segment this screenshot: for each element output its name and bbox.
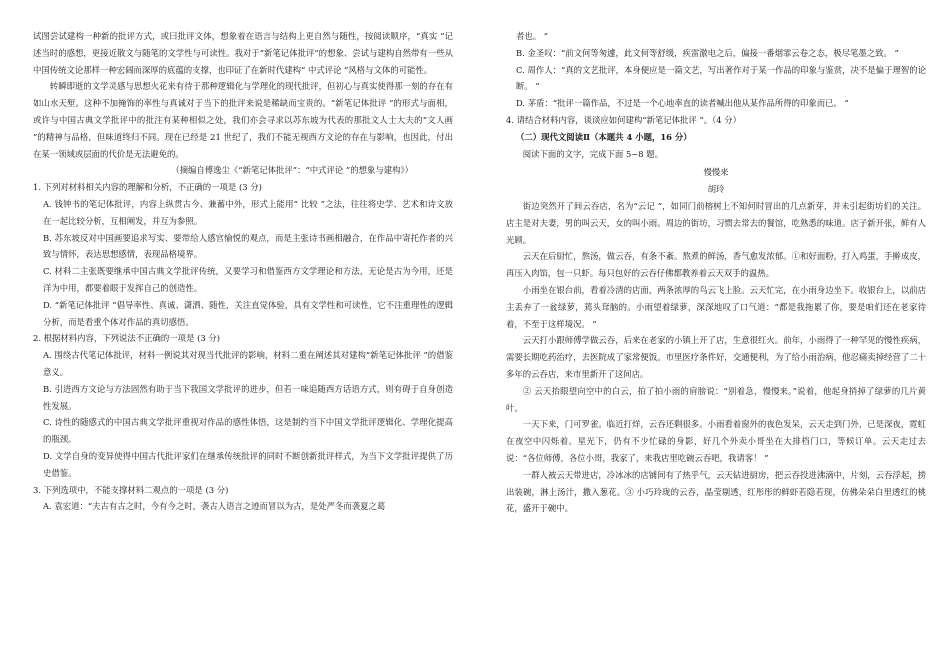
story-paragraph-6: 一天下来，门可罗雀。临近打烊，云吞还剩很多。小雨看着窗外的夜色发呆，云天走到门外，已是深夜，霓虹在夜空中闪烁着。星光下，仍有不少忙碌的身影，好几个外卖小哥坐在大排档门口，等候订单。云天走过去说：“各位师傅，各位小哥，我家了，来我店里吃碗云吞吧，我请客！ ” (506, 419, 926, 463)
question-4-stem: 4. 请结合材料内容，谈谈应如何建构“新笔记体批评 ”。（4 分） (506, 114, 742, 125)
question-1-option-b: B. 苏东坡反对中国画要追求写实、要带给人感官愉悦的观点，而是主张诗书画相融合，在作品中寄托作者的兴致与情怀，表达思想感情，表现品格境界。 (43, 232, 453, 260)
question-3-option-c: C. 周作人：“真的文艺批评，本身便应是一篇文艺，写出著作对于某一作品的印象与鉴赏，决不是偏于理智的论断。 ” (516, 64, 926, 92)
story-title: 慢慢来 (703, 167, 729, 178)
material-two-paragraph-1: 试图尝试建构一种新的批评方式，或曰批评文体，想象着在语言与结构上更自然与随性，按阅读顺序，“真实 ”记述当时的感想，更接近散文与随笔的文学性与可读性。我对于“新笔记体批评”的想象、尝试与建构自然带有一些从中国传统文论那样一种宏阔而深厚的底蕴的支撑，也印证了在新时代建构“ 中式评论 ”风格与文体的可能性。 (33, 31, 453, 75)
question-3-option-d: D. 茅盾：“批评一篇作品，不过是一个心地率直的读者喊出他从某作品所得的印象而已。 ” (516, 98, 849, 109)
story-paragraph-2: 云天在后厨忙，熬汤，做云吞，有条不紊。熬煮的鲜汤，香气愈发浓郁。①和好面粉，打入鸡蛋，手擀成皮，再压入肉馅，包一只虾。每只包好的云吞仔佛都教养着云天双手的温热。 (506, 251, 926, 279)
question-3-stem: 3. 下列选项中，不能支撑材料二观点的一项是 (3 分) (33, 484, 229, 495)
question-1-option-a: A. 钱钟书的笔记体批评，内容上纵贯古今、兼蓄中外，形式上能用“ 比较 ”之法，往往将史学、艺术和诗文放在一起比较分析，互相阐发，并互为参照。 (43, 198, 453, 226)
right-column (506, 28, 926, 517)
question-3-option-a-continued: 者也。 ” (516, 31, 549, 41)
question-3-option-b: B. 金圣叹：“前文何等匆遽，此文何等舒缓，疾雷激电之后，偏接一番烟霏云卷之态，极尽笔墨之致。 ” (516, 47, 899, 58)
story-paragraph-1: 街边突然开了间云吞店，名为“云记 ”，如同门前榕树上不知何时冒出的几点新芽，并未引起街坊们的关注。店主是对夫妻，男的叫云天，女的叫小雨。周边的街坊，习惯去常去的餐馆，吃熟悉的味道。店子新开张，鲜有人光顾。 (506, 200, 926, 245)
story-paragraph-4: 云天打小跟师傅学做云吞，后来在老家的小镇上开了店，生意很红火。前年，小雨得了一种罕见的慢性疾病，需要长期吃药治疗，去医院成了家常便饭。市里医疗条件好，交通便利，为了给小雨治病，他忍痛卖掉经营了二十多年的云吞店，来市里新开了这间店。 (506, 335, 926, 379)
section-heading: （二）现代文阅读Ⅱ（本题共 4 小题，16 分） (516, 131, 692, 142)
question-3-option-a: A. 袁宏道：“夫古有古之时，今有今之时，袭古人语言之迹而冒以为古，是处严冬而袭夏之葛 (43, 501, 386, 512)
question-1-option-d: D. “新笔记体批评 ”倡导率性、真诚、潇洒、随性，关注直觉体验，具有文学性和可读性，它不注重理性的逻辑分析，而是看重个体对作品的真切感悟。 (43, 299, 453, 327)
story-paragraph-7: 一群人被云天带进店，冷冰冰的店铺间有了热乎气，云天钻进厨房，把云吞投进沸滴中，片刻，云吞浮起，捞出装碗，淋上汤汁，撒入葱花。③ 小巧玲珑的云吞，晶莹剔透，红彤彤的鲜虾若隐若现，仿佛朵朵白里透红的桃花，盛开于碗中。 (506, 469, 926, 514)
question-2-option-b: B. 引进西方文论与方法固然有助于当下我国文学批评的进步，但若一味追随西方话语方式，则有碍于自身创造性发展。 (43, 383, 453, 411)
question-2-option-c: C. 诗性的随感式的中国古典文学批评重视对作品的感性体悟，这是制约当下中国文学批评逻辑化、学理化提高的瓶颈。 (43, 417, 453, 445)
question-2-stem: 2. 根据材料内容，下列说法不正确的一项是 (3 分) (33, 333, 220, 344)
story-author: 胡玲 (707, 184, 725, 195)
question-1-stem: 1. 下列对材料相关内容的理解和分析，不正确的一项是 (3 分) (33, 182, 262, 193)
story-paragraph-3: 小雨坐在银台前，看着冷清的店面，两条浓厚的鸟云飞上脸。云天忙完，在小雨身边坐下。收银台上，以前店主丢弃了一盆绿萝，蔫头耷脑的。小雨望着绿萝，深深地叹了口气道：“都是我拖累了你，要是咱们还在老家待着，不至于这样境况。 ” (506, 284, 926, 329)
story-paragraph-5: ② 云天抬眼望向空中的白云，拍了拍小雨的肩膀说：“别着急，慢慢来。”说着，他起身捎掉了绿萝的几片黄叶。 (506, 385, 926, 413)
left-column (33, 28, 453, 515)
question-2-option-a: A. 围绕古代笔记体批评，材料一例说其对现当代批评的影响，材料二重在阐述其对建构“新笔记体批评 ”的借鉴意义。 (43, 350, 453, 377)
reading-instruction: 阅读下面的文字，完成下面 5~8 题。 (522, 148, 664, 159)
question-1-option-c: C. 材料二主张既要继承中国古典文学批评传统，又要学习和借鉴西方文学理论和方法，无论是古为今用，还是洋为中用，都要着眼于发挥自己的创造性。 (43, 266, 453, 293)
question-2-option-d: D. 文学自身的变异使得中国古代批评家们在继承传统批评的同时不断创新批评样式，为当下文学批评提供了历史借鉴。 (43, 450, 453, 478)
material-two-paragraph-2: 转瞬即逝的文学灵感与思想火花来有待于那种逻辑化与学理化的现代批评，但初心与真实使得那一刻的存在有如山水天堑。这种不加掩饰的率性与真诚对于当下的批评来说是稀缺而宝贵的。“新笔记体批评 ”的形式与面相，或许与中国古典文学批评中的批注有某种相似之处，我们亦会寻求以苏东坡为代表的那批文人士大夫的“文人画 ”的精神与品格，但味道终归不同。现在已经是 21 世纪了，我们不能无视西方文论的存在与影响，也因此，付出在某一领域或层面的代价是无法避免的。 (33, 81, 453, 159)
source-citation: （摘编自傅逸尘《“新笔记体批评”：“中式评论 ”的想象与建构》） (171, 165, 413, 176)
